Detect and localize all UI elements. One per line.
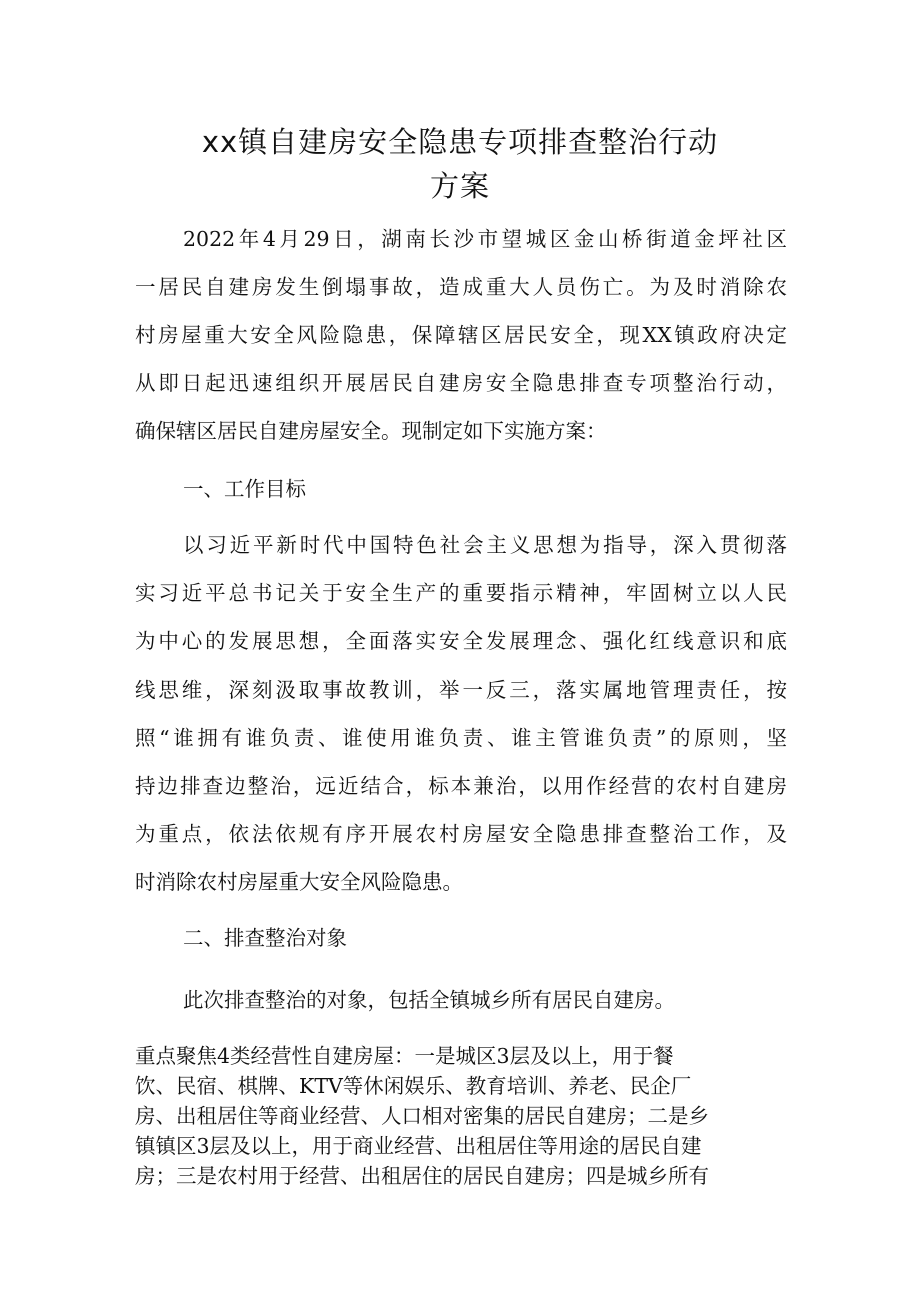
intro-line: 从即日起迅速组织开展居民自建房安全隐患排查专项整治行动， (135, 371, 787, 395)
body-line: 为中心的发展思想，全面落实安全发展理念、强化红线意识和底 (135, 629, 787, 653)
detail-line: 镇镇区3层及以上，用于商业经营、出租居住等用途的居民自建 (135, 1134, 702, 1158)
detail-line: 房、出租居住等商业经营、人口相对密集的居民自建房；二是乡 (135, 1104, 709, 1128)
body-line: 持边排查边整治，远近结合，标本兼治，以用作经营的农村自建房 (135, 774, 787, 798)
body-line: 此次排查整治的对象，包括全镇城乡所有居民自建房。 (183, 988, 675, 1012)
intro-line: 一居民自建房发生倒塌事故，造成重大人员伤亡。为及时消除农 (135, 275, 787, 299)
document-title-line-1: xx镇自建房安全隐患专项排查整治行动 (201, 125, 719, 159)
intro-line: 村房屋重大安全风险隐患，保障辖区居民安全，现XX镇政府决定 (135, 323, 787, 347)
body-line: 实习近平总书记关于安全生产的重要指示精神，牢固树立以人民 (135, 581, 787, 605)
body-line: 照“谁拥有谁负责、谁使用谁负责、谁主管谁负责”的原则，坚 (135, 726, 787, 750)
detail-line: 重点聚焦4类经营性自建房屋：一是城区3层及以上，用于餐 (135, 1044, 674, 1068)
body-line: 为重点，依法依规有序开展农村房屋安全隐患排查整治工作，及 (135, 822, 787, 846)
section-heading: 一、工作目标 (183, 477, 306, 501)
body-line: 时消除农村房屋重大安全风险隐患。 (135, 870, 463, 894)
body-line: 以习近平新时代中国特色社会主义思想为指导，深入贯彻落 (183, 533, 787, 557)
intro-line: 2022年4月29日，湖南长沙市望城区金山桥街道金坪社区 (183, 227, 787, 251)
detail-line: 饮、民宿、棋牌、KTV等休闲娱乐、教育培训、养老、民企厂 (135, 1074, 692, 1098)
section-heading: 二、排查整治对象 (183, 926, 347, 950)
detail-line: 房；三是农村用于经营、出租居住的居民自建房；四是城乡所有 (135, 1164, 709, 1188)
intro-line: 确保辖区居民自建房屋安全。现制定如下实施方案： (135, 419, 607, 443)
document-title-line-2: 方案 (429, 169, 490, 203)
body-line: 线思维，深刻汲取事故教训，举一反三，落实属地管理责任，按 (135, 678, 787, 702)
